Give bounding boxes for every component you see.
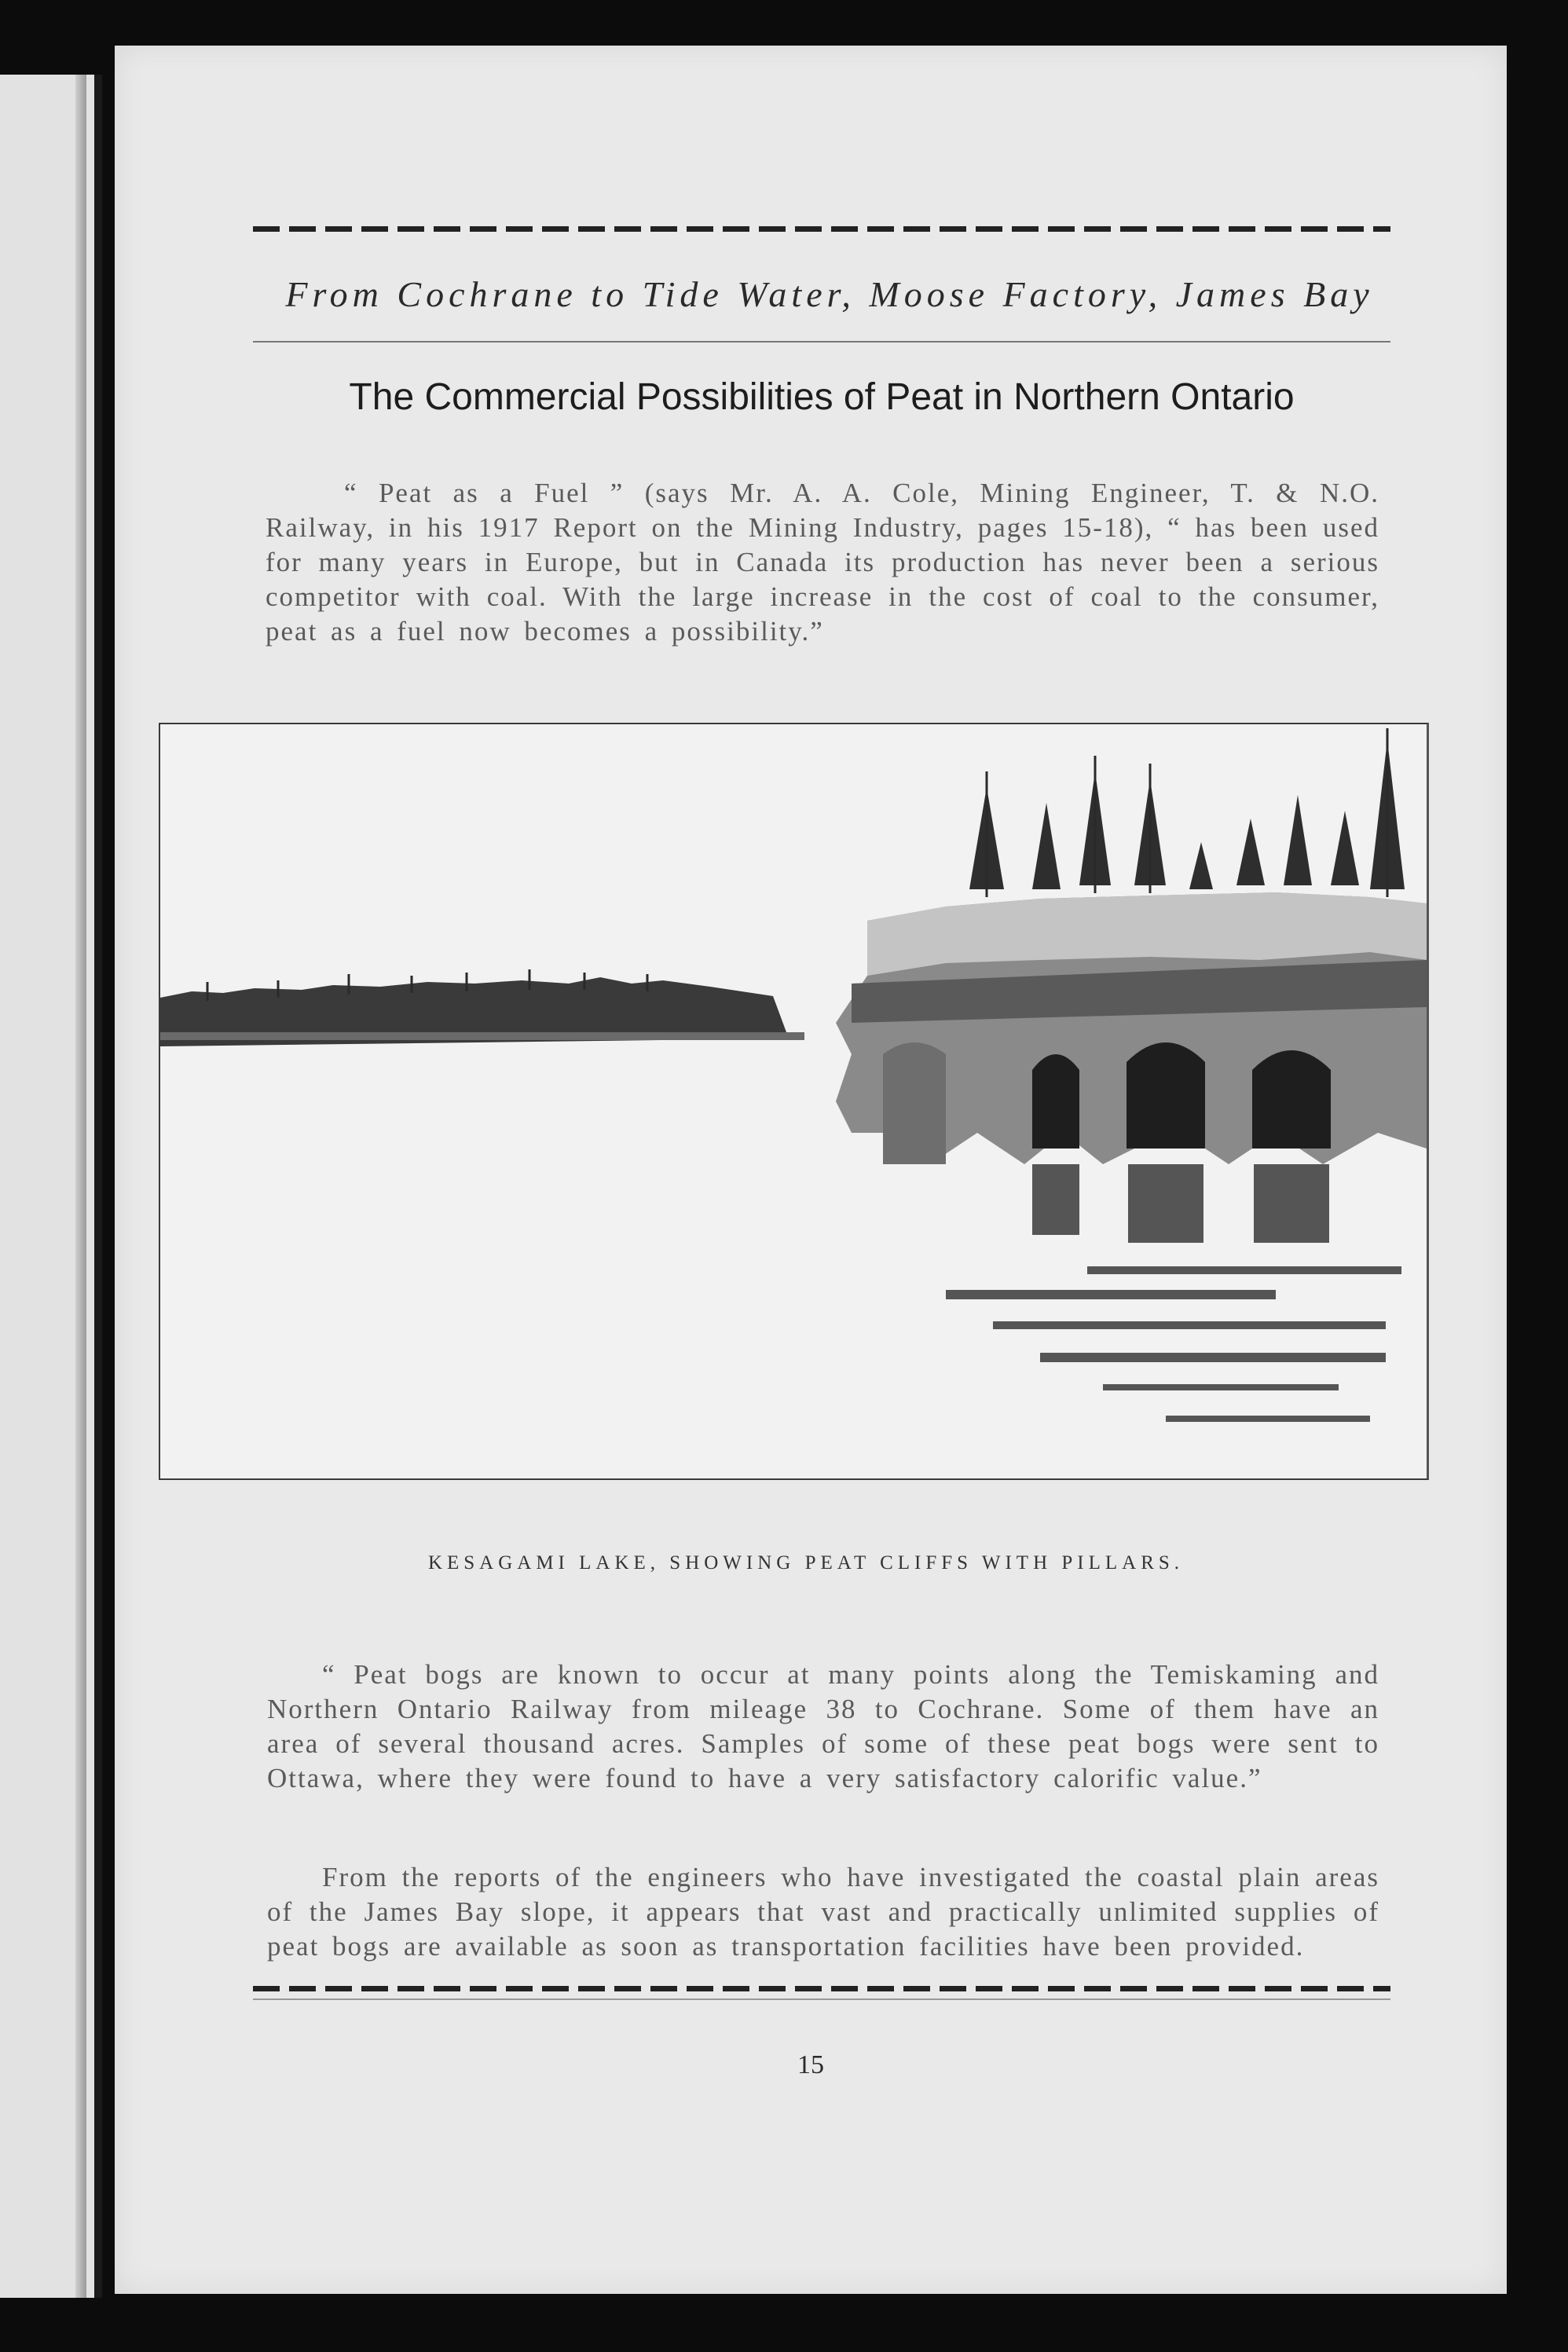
page-number: 15 [797, 2050, 824, 2079]
figure-caption: KESAGAMI LAKE, SHOWING PEAT CLIFFS WITH PILLARS. [427, 1552, 1185, 1573]
intro-paragraph: “ Peat as a Fuel ” (says Mr. A. A. Cole, Mining Engineer, T. & N.O. Railway, in his 1917 Report on the Mining Industry, pages 15-18), “ has been used for many years in Europe, but in Canada its production has never been a serious competitor with coal. With the large increase in the cost of coal to the consumer, peat as a fuel now becomes a possibility.” [266, 478, 1379, 647]
lake-illustration [159, 723, 1429, 1480]
running-head: From Cochrane to Tide Water, Moose Factory, James Bay [285, 274, 1374, 314]
adjacent-page-edge [0, 75, 102, 2298]
footer-thin-rule [253, 1998, 1390, 2000]
header-dashed-rule [253, 226, 1390, 232]
body-paragraph-2: From the reports of the engineers who have investigated the coastal plain areas of the James Bay slope, it appears that vast and practically unlimited supplies of peat bogs are available as soon as transportation facilities have been provided. [267, 1862, 1379, 1962]
article-title: The Commercial Possibilities of Peat in Northern Ontario [349, 376, 1295, 418]
header-thin-rule [253, 341, 1390, 343]
body-paragraph-1: “ Peat bogs are known to occur at many points along the Temiskaming and Northern Ontario Railway from mileage 38 to Cochrane. Some of them have an area of several thousand acres. Samples of some of these peat bogs were sent to Ottawa, where they were found to have a very satisfactory calorific value.” [267, 1659, 1379, 1793]
footer-dashed-rule [253, 1986, 1390, 1991]
lake-with-peat-cliffs-illustration-icon [160, 724, 1427, 1478]
book-page [115, 46, 1507, 2294]
